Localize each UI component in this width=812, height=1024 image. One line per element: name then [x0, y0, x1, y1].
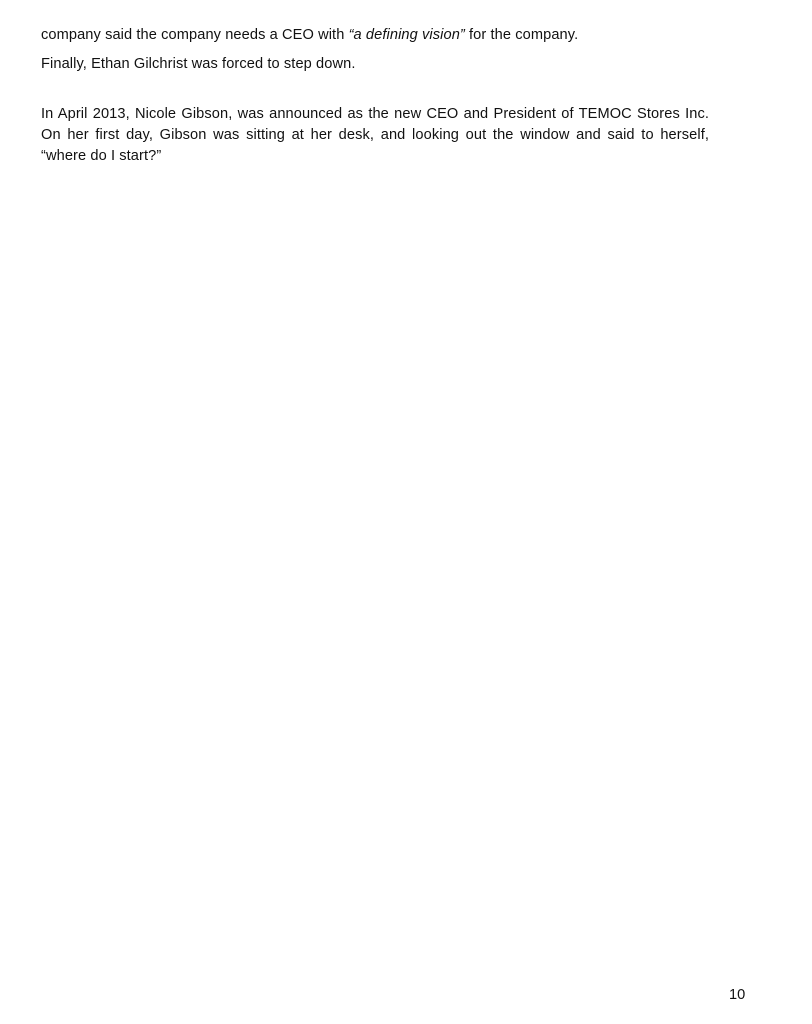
quote-defining-vision: “a defining vision”	[348, 27, 465, 43]
paragraph-ceo-vision-text-start: company said the company needs a CEO with	[41, 27, 349, 43]
paragraph-ceo-vision	[41, 25, 709, 46]
paragraph-new-ceo-announcement: In April 2013, Nicole Gibson, was announced as the new CEO and President of TEMOC Stores Inc. On her first day, Gibson was sitting at her desk, and looking out the window and said to herself, “where do I start?”	[41, 106, 709, 164]
page-number: 10	[729, 987, 746, 1003]
paragraph-gilchrist-steps-down: Finally, Ethan Gilchrist was forced to step down.	[41, 56, 356, 72]
paragraph-ceo-vision-text-end: for the company.	[464, 27, 579, 43]
